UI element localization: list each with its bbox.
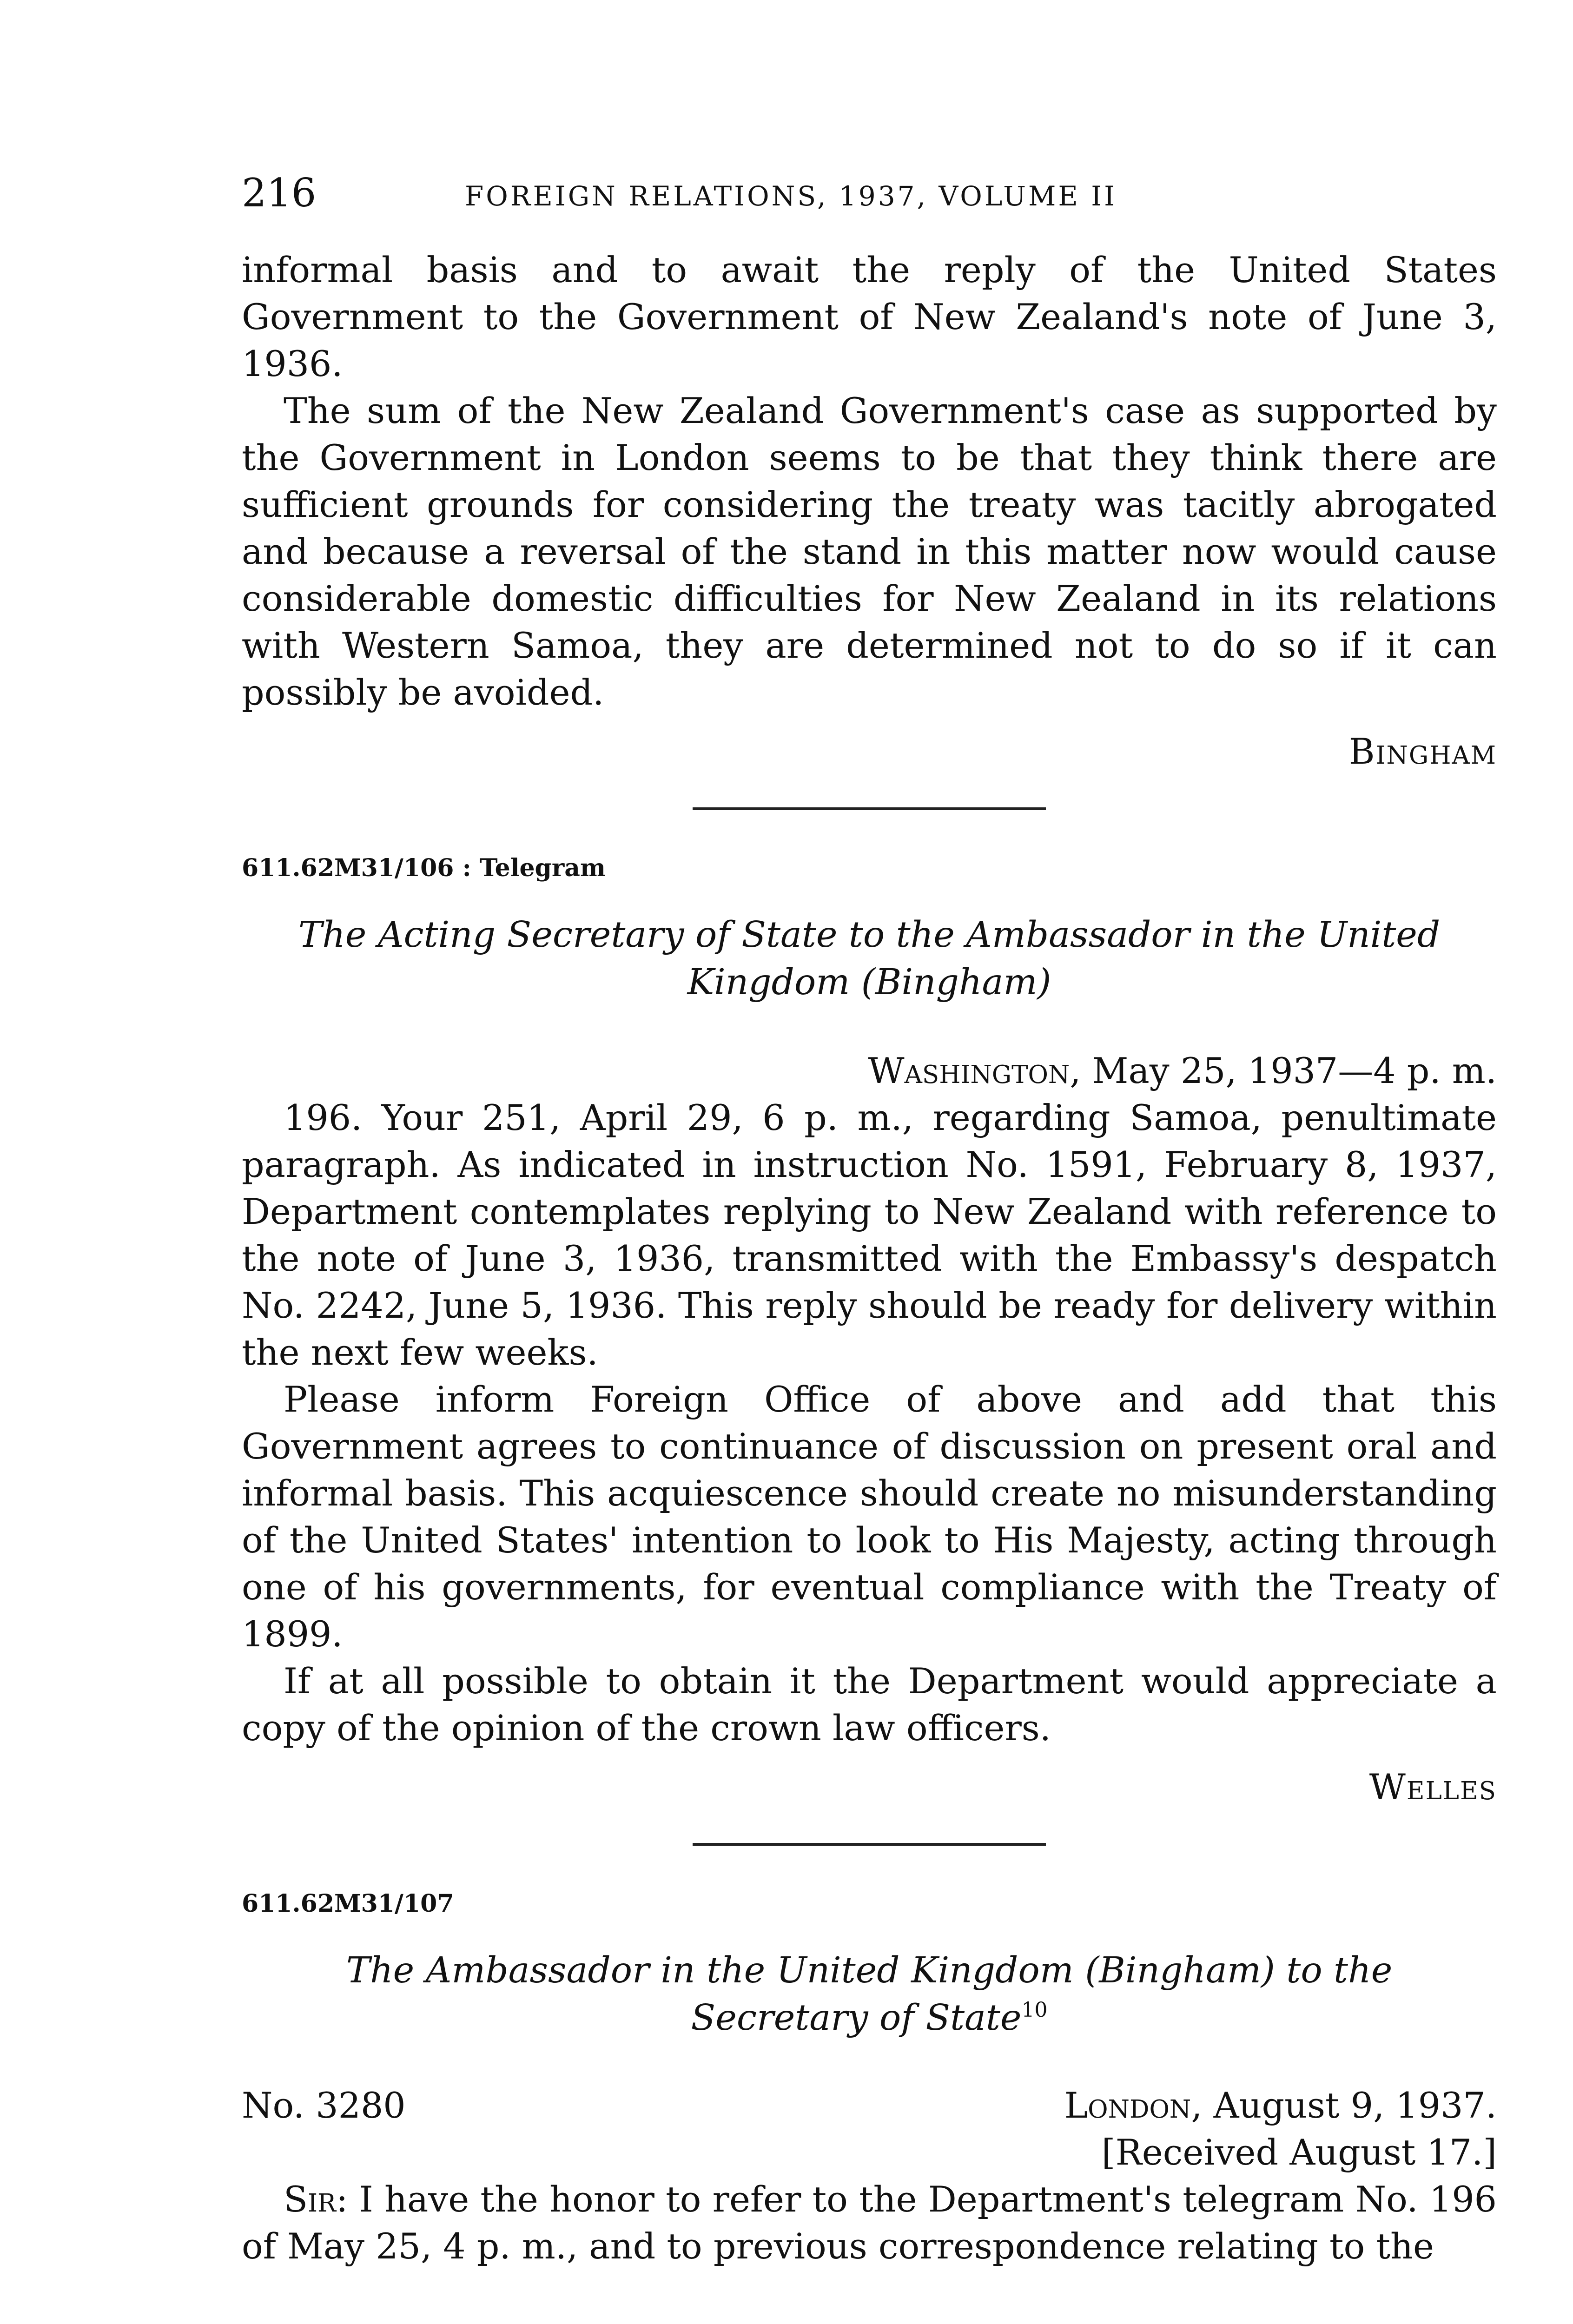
dispatch-header bbox=[242, 2082, 1497, 2129]
page-body bbox=[242, 246, 1497, 2270]
section-divider bbox=[693, 1843, 1046, 1846]
document-title bbox=[242, 1947, 1497, 2042]
running-head: FOREIGN RELATIONS, 1937, VOLUME II bbox=[465, 180, 1117, 212]
telegram-paragraph: If at all possible to obtain it the Department would appreciate a copy of the opinion of the crown law officers. bbox=[242, 1660, 1497, 1749]
dateline-place: London, bbox=[1064, 2085, 1203, 2126]
dateline-date: May 25, 1937—4 p. m. bbox=[1092, 1050, 1497, 1091]
dateline bbox=[1064, 2082, 1497, 2129]
letter-paragraph bbox=[242, 2176, 1497, 2270]
signature-bingham: Bingham bbox=[1348, 731, 1497, 772]
telegram-paragraph: 196. Your 251, April 29, 6 p. m., regarding Samoa, penultimate paragraph. As indicated in instruction No. 1591, February 8, 1937, Department contemplates replying to New Zealand with reference to the note of June 3, 1936, transmitted with the Embassy's despatch No. 2242, June 5, 1936. This reply should be ready for delivery within the next few weeks. bbox=[242, 1097, 1497, 1373]
document-title-text: The Ambassador in the United Kingdom (Bingham) to the Secretary of State bbox=[346, 1950, 1393, 2039]
file-number: 611.62M31/107 bbox=[242, 1889, 454, 1918]
telegram-paragraph: Please inform Foreign Office of above and add that this Government agrees to continuance of discussion on present oral and informal basis. This acquiescence should create no misunderstanding of the United States' intention to look to His Majesty, acting through one of his governments, for eventual compliance with the Treaty of 1899. bbox=[242, 1379, 1497, 1655]
section-divider bbox=[693, 807, 1046, 810]
page-header bbox=[242, 167, 1497, 218]
page-number: 216 bbox=[242, 170, 317, 216]
dateline bbox=[242, 1047, 1497, 1094]
received-date: [Received August 17.] bbox=[1101, 2132, 1497, 2173]
continuation-paragraph: informal basis and to await the reply of the United States Government to the Government of New Zealand's note of June 3, 1936. bbox=[242, 249, 1497, 384]
file-number: 611.62M31/106 : Telegram bbox=[242, 854, 606, 882]
document-title: The Acting Secretary of State to the Ambassador in the United Kingdom (Bingham) bbox=[298, 914, 1441, 1003]
dateline-date: August 9, 1937. bbox=[1213, 2085, 1497, 2126]
dispatch-number: No. 3280 bbox=[242, 2085, 406, 2126]
signature-welles: Welles bbox=[1369, 1766, 1497, 1808]
continuation-paragraph: The sum of the New Zealand Government's case as supported by the Government in London seems to be that they think there are sufficient grounds for considering the treaty was tacitly abrogated and because a reversal of the stand in this matter now would cause considerable domestic difficulties for New Zealand in its relations with Western Samoa, they are determined not to do so if it can possibly be avoided. bbox=[242, 390, 1497, 713]
footnote-reference: 10 bbox=[1021, 1998, 1048, 2022]
salutation: Sir: bbox=[284, 2179, 348, 2220]
dateline-place: Washington, bbox=[868, 1050, 1081, 1091]
letter-text: I have the honor to refer to the Department's telegram No. 196 of May 25, 4 p. m., and to previous correspondence relating to the bbox=[242, 2179, 1497, 2267]
